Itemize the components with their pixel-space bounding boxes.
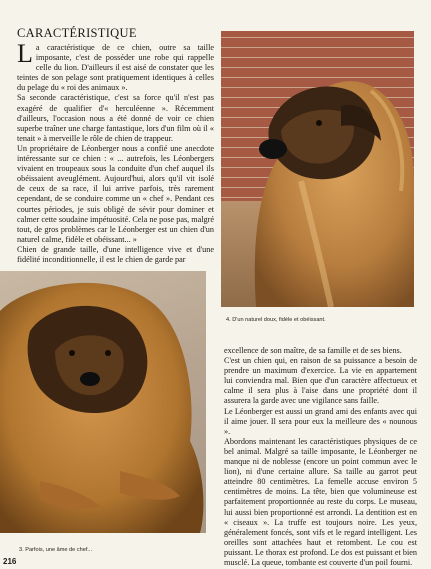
right-text-column <box>224 346 417 568</box>
paragraph: Le Léonberger est aussi un grand ami des enfants avec qui il aime jouer. Il sera pour eux la meilleure des « nounous ». <box>224 406 417 436</box>
paragraph: Abordons maintenant les caractéristiques physiques de ce bel animal. Malgré sa taille imposante, le Léonberger ne manque ni de noblesse (encore un point commun avec le lion), ni d'une certaine allure. Sa taille au garrot peut atteindre 80 centimètres. La femelle accuse environ 5 centimètres de moins. La tête, bien que volumineuse est parfaitement proportionnée au reste du corps. Le museau, lui aussi bien proportionné est arrondi. La dentition est en « ciseaux ». La truffe est toujours noire. Les yeux, généralement foncés, sont vifs et le regard intelligent. Les oreilles sont attachées haut et retombent. Le cou est puissant. Le thorax est profond. Le dos est puissant et bien musclé. La queue, tombante est couverte d'un poil fourni. <box>224 436 417 567</box>
page-number: 216 <box>3 557 17 566</box>
paragraph: Sa seconde caractéristique, c'est sa force qu'il n'est pas exagéré de qualifier d'« herculéenne ». Récemment d'ailleurs, l'occasion nous a été donné de voir ce chien superbe traîner une charge fantastique, lors d'un film où il « tenait » à merveille le rôle de chien de trappeur. <box>17 93 214 143</box>
paragraph: C'est un chien qui, en raison de sa puissance a besoin de prendre un maximum d'exercice. La vie en appartement lui conviendra mal. Bien que d'un caractère affectueux et calme il sera plus à l'aise dans une propriété dont il assurera la garde avec une vigilance sans faille. <box>224 356 417 406</box>
dog-lying-illustration <box>0 271 206 533</box>
paragraph: Un propriétaire de Léonberger nous a confié une anecdote intéressante sur ce chien : « ... autrefois, les Léonbergers vivaient en troupeaux sous la conduite d'un chef auquel ils obéissaient aveuglément. Aujourd'hui, alors qu'il vit isolé de ceux de sa race, il lui arrive parfois, très rarement cependant, de se conduire comme un « chef ». Pendant ces courtes périodes, je suis obligé de sévir pour dominer et calmer cette soudaine impétuosité. Cela ne pose pas, malgré tout, de gros problèmes car le Léonberger est un chien d'un naturel calme, fidèle et obéissant... » <box>17 143 214 244</box>
paragraph: excellence de son maître, de sa famille et de ses biens. <box>224 346 402 355</box>
dog-portrait-photo <box>221 31 414 307</box>
drop-cap: L <box>17 39 33 68</box>
photo-caption-top: 4. D'un naturel doux, fidèle et obéissant. <box>226 317 326 323</box>
section-heading: CARACTÉRISTIQUE <box>17 26 137 40</box>
paragraph: La caractéristique de ce chien, outre sa taille imposante, c'est de posséder une robe qui rappelle celle du lion. D'ailleurs il est aisé de constater que les teintes de son pelage sont pratiquement identiques à celles du pelage du « roi des animaux ». <box>17 39 214 93</box>
dog-lying-photo <box>0 271 206 533</box>
photo-caption-bottom: 3. Parfois, une âme de chef... <box>19 547 93 553</box>
paragraph: Chien de grande taille, d'une intelligence vive et d'une fidélité inconditionnelle, il est le chien de garde par <box>17 244 214 264</box>
dog-portrait-illustration <box>221 31 414 307</box>
left-text-column <box>17 39 214 265</box>
